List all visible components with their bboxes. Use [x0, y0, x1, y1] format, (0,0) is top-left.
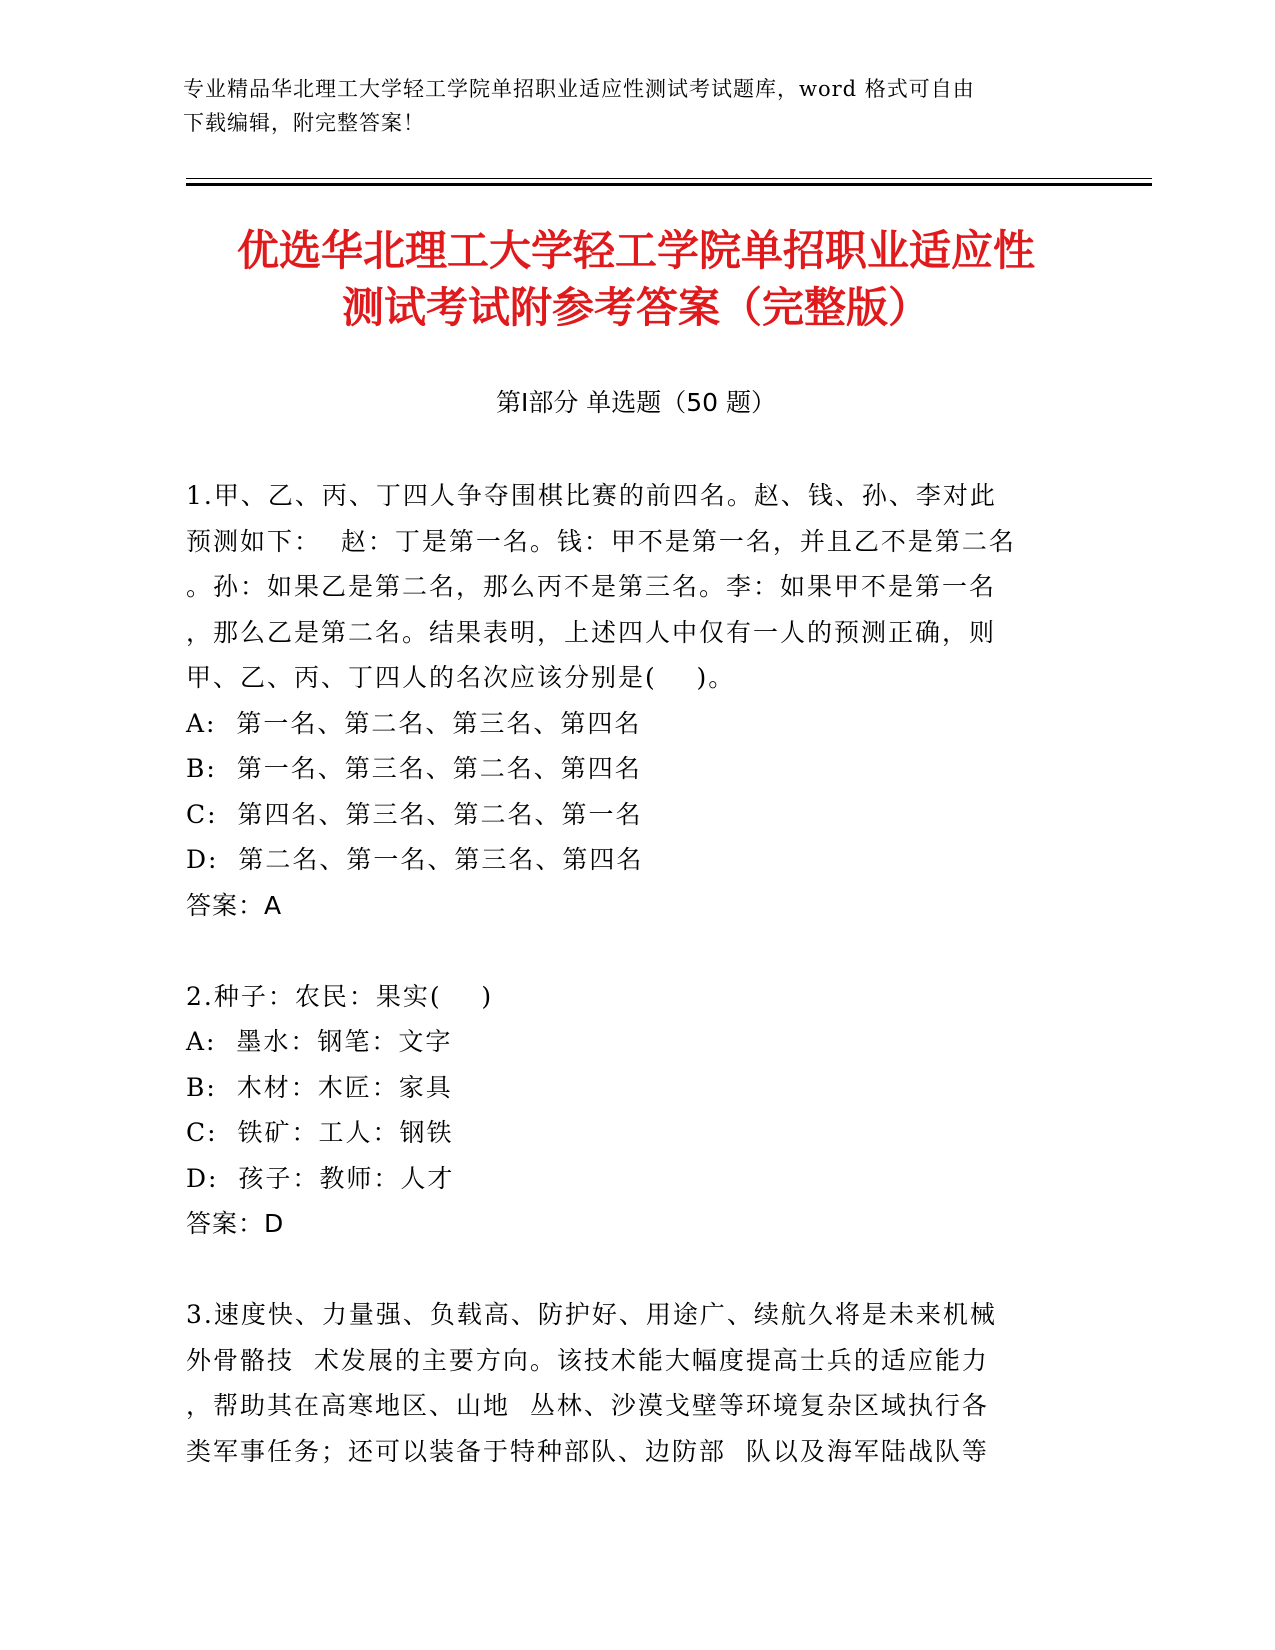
document-title-line-1: 优选华北理工大学轻工学院单招职业适应性 — [236, 226, 1035, 275]
option-b: B: 木材：木匠：家具 — [186, 1072, 453, 1102]
header-note-line-1: 专业精品华北理工大学轻工学院单招职业适应性测试考试题库，word 格式可自由 — [183, 77, 975, 101]
header-note-line-2: 下载编辑，附完整答案！ — [183, 111, 425, 135]
option-b: B: 第一名、第三名、第二名、第四名 — [186, 754, 642, 783]
option-a: A: 墨水：钢笔：文字 — [186, 1027, 453, 1056]
question-stem-line: 2.种子：农民：果实( ) — [186, 981, 494, 1011]
option-d: D: 第二名、第一名、第三名、第四名 — [186, 845, 644, 874]
answer-line: 答案：D — [186, 1209, 285, 1238]
header-note — [183, 72, 1063, 140]
question-list — [186, 473, 1086, 1474]
question-stem-line: 类军事任务；还可以装备于特种部队、边防部 队以及海军陆战队等 — [186, 1436, 989, 1466]
option-c: C: 铁矿：工人：钢铁 — [186, 1118, 454, 1147]
question-stem-line: ，那么乙是第二名。结果表明，上述四人中仅有一人的预测正确，则 — [186, 617, 997, 647]
header-divider-thin — [186, 178, 1152, 179]
question-stem-line: ，帮助其在高寒地区、山地 丛林、沙漠戈壁等环境复杂区域执行各 — [186, 1391, 989, 1420]
question-gap — [186, 928, 1086, 974]
question-stem-line: 。孙：如果乙是第二名，那么丙不是第三名。李：如果甲不是第一名 — [186, 572, 997, 601]
question-2 — [186, 974, 1086, 1247]
option-d: D: 孩子：教师：人才 — [186, 1163, 455, 1193]
question-gap — [186, 1247, 1086, 1293]
document-title — [186, 222, 1086, 336]
question-1 — [186, 473, 1086, 928]
question-stem-line: 1.甲、乙、丙、丁四人争夺围棋比赛的前四名。赵、钱、孙、李对此 — [186, 481, 997, 510]
option-c: C: 第四名、第三名、第二名、第一名 — [186, 799, 643, 829]
header-divider-thick — [186, 183, 1152, 186]
document-title-line-2: 测试考试附参考答案（完整版） — [341, 283, 930, 332]
question-stem-line: 3.速度快、力量强、负载高、防护好、用途广、续航久将是未来机械 — [186, 1300, 997, 1329]
section-heading: 第Ⅰ部分 单选题（50 题） — [495, 388, 777, 417]
question-3 — [186, 1292, 1086, 1474]
option-a: A: 第一名、第二名、第三名、第四名 — [186, 708, 642, 738]
question-stem-line: 预测如下： 赵：丁是第一名。钱：甲不是第一名，并且乙不是第二名 — [186, 526, 1016, 556]
answer-line: 答案：A — [186, 890, 283, 920]
question-stem-line: 外骨骼技 术发展的主要方向。该技术能大幅度提高士兵的适应能力 — [186, 1345, 989, 1375]
question-stem-line: 甲、乙、丙、丁四人的名次应该分别是( )。 — [186, 663, 736, 692]
